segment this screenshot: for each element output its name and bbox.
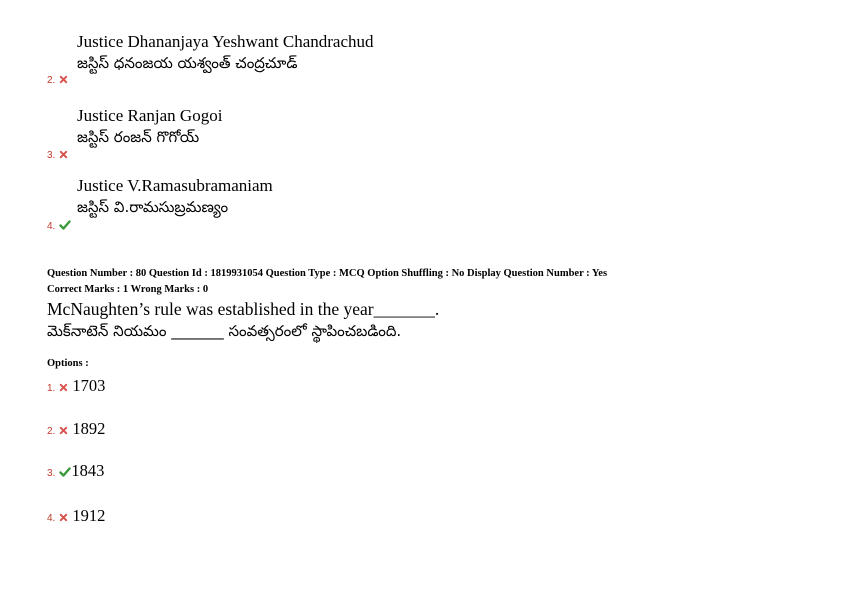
prev-option-2-marker: [47, 70, 68, 88]
prev-option-2-telugu: జస్టిస్ ధనంజయ యశ్వంత్ చంద్రచూడ్: [77, 54, 298, 72]
option-text: 1892: [72, 419, 106, 438]
cross-icon: [59, 150, 68, 159]
prev-option-3-english: Justice Ranjan Gogoi: [77, 106, 223, 125]
option-3: [47, 461, 104, 481]
prev-option-3-marker: [47, 145, 68, 163]
option-number: 4.: [47, 513, 56, 524]
question-meta-line2: Correct Marks : 1 Wrong Marks : 0: [47, 284, 209, 295]
cross-icon: [59, 513, 68, 522]
cross-icon: [59, 75, 68, 84]
options-label: Options :: [47, 358, 89, 369]
cross-icon: [59, 383, 68, 392]
option-number: 2.: [47, 426, 56, 437]
prev-option-4-english: Justice V.Ramasubramaniam: [77, 176, 273, 195]
option-text: 1843: [71, 461, 105, 480]
option-number: 3.: [47, 468, 56, 479]
option-4: [47, 506, 105, 526]
question-english: McNaughten’s rule was established in the year_______.: [47, 299, 440, 319]
question-telugu: మెక్‌నాటెన్ నియమం _______ సంవత్సరంలో స్థాపించబడింది.: [47, 322, 402, 340]
check-icon: [59, 220, 71, 230]
option-text: 1912: [72, 506, 106, 525]
question-meta-line1: Question Number : 80 Question Id : 1819931054 Question Type : MCQ Option Shuffling : No Display Question Number : Yes: [47, 268, 608, 279]
option-number: 2.: [47, 75, 56, 86]
prev-option-4-marker: [47, 216, 71, 234]
option-number: 1.: [47, 383, 56, 394]
option-number: 4.: [47, 221, 56, 232]
option-text: 1703: [72, 376, 106, 395]
cross-icon: [59, 426, 68, 435]
prev-option-4-telugu: జస్టిస్ వి.రామసుబ్రమణ్యం: [77, 198, 229, 216]
option-number: 3.: [47, 150, 56, 161]
option-1: [47, 376, 105, 396]
prev-option-2-english: Justice Dhananjaya Yeshwant Chandrachud: [77, 32, 374, 51]
prev-option-3-telugu: జస్టిస్ రంజన్ గొగోయ్: [77, 128, 200, 146]
check-icon: [59, 467, 71, 477]
option-2: [47, 419, 105, 439]
